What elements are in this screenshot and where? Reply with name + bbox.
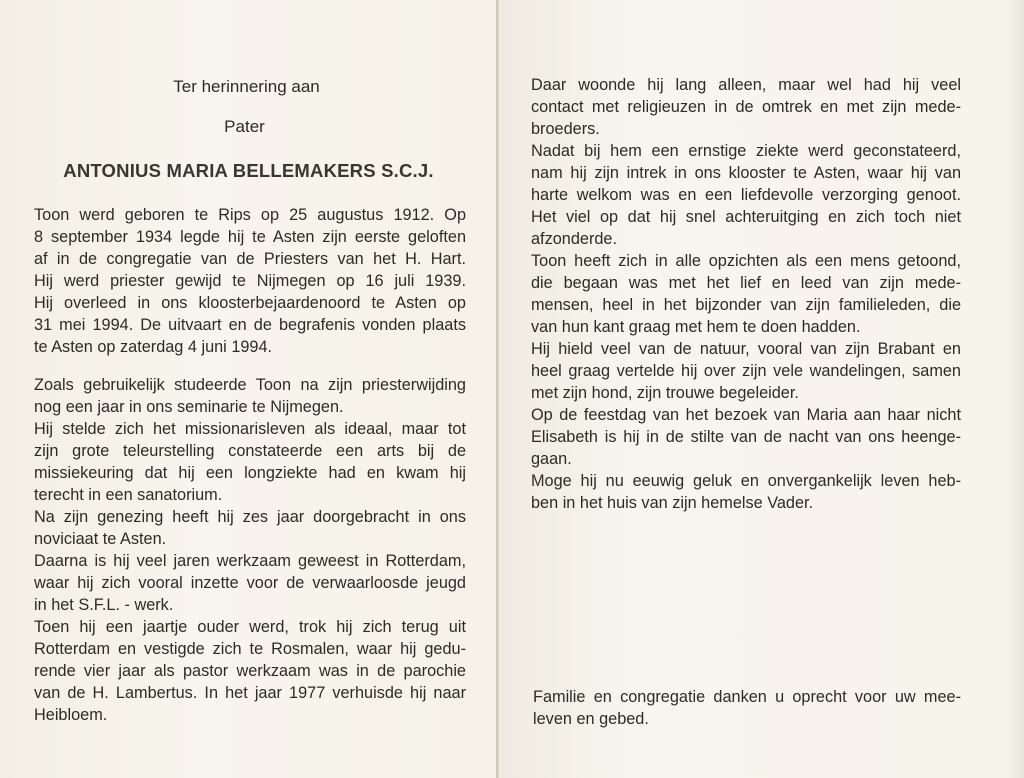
text-line: Daar woonde hij lang alleen, maar wel had hij veel [531, 76, 961, 94]
intro-title-pater: Pater [224, 117, 265, 136]
text-line: terecht in een sanatorium. [34, 486, 223, 504]
text-line: van hun kant graag met hem te doen hadden. [531, 318, 861, 336]
text-line: Nadat bij hem een ernstige ziekte werd geconstateerd, [531, 142, 961, 160]
text-line: van de H. Lambertus. In het jaar 1977 verhuisde hij naar [34, 684, 466, 702]
text-line: Heibloem. [34, 706, 108, 724]
text-line: 8 september 1934 legde hij te Asten zijn eerste geloften [34, 228, 466, 246]
text-line: die begaan was met het lief en leed van zijn mede- [531, 274, 961, 292]
text-line: missiekeuring dat hij een longziekte had en kwam hij [34, 464, 466, 482]
text-line: afzonderde. [531, 230, 617, 248]
text-line: noviciaat te Asten. [34, 530, 167, 548]
text-line: Moge hij nu eeuwig geluk en onvergankelijk leven heb- [531, 472, 961, 490]
text-line: nog een jaar in ons seminarie te Nijmegen. [34, 398, 344, 416]
text-line: Hij overleed in ons kloosterbejaardenoord te Asten op [34, 294, 466, 312]
text-line: Daarna is hij veel jaren werkzaam geweest in Rotterdam, [34, 552, 466, 570]
text-line: Hij stelde zich het missionarisleven als ideaal, maar tot [34, 420, 466, 438]
text-line: Toon heeft zich in alle opzichten als een mens getoond, [531, 252, 961, 270]
text-line: rende vier jaar als pastor werkzaam was in de parochie [34, 662, 466, 680]
text-line: Rotterdam en vestigde zich te Rosmalen, waar hij gedu- [34, 640, 466, 658]
text-line: heel graag vertelde hij over zijn vele wandelingen, samen [531, 362, 961, 380]
page-fold [496, 0, 499, 778]
text-line: Hij hield veel van de natuur, vooral van zijn Brabant en [531, 340, 961, 358]
text-line: nam hij zijn intrek in ons klooster te Asten, waar hij van [531, 164, 961, 182]
text-line: Het viel op dat hij snel achteruitging en zich toch niet [531, 208, 961, 226]
text-line: af in de congregatie van de Priesters van het H. Hart. [34, 250, 466, 268]
text-line: Hij werd priester gewijd te Nijmegen op 16 juli 1939. [34, 272, 466, 290]
text-line: mensen, heel in het bijzonder van zijn familieleden, die [531, 296, 961, 314]
intro-remembrance: Ter herinnering aan [173, 77, 320, 96]
text-line: Toon werd geboren te Rips op 25 augustus 1912. Op [34, 206, 466, 224]
text-line: met zijn hond, zijn trouwe begeleider. [531, 384, 799, 402]
paper-edge-shadow [1006, 0, 1024, 778]
closing-thanks [533, 686, 961, 730]
text-line: Familie en congregatie danken u oprecht voor uw mee- [533, 688, 961, 706]
text-line: zijn grote teleurstelling constateerde een arts bij de [34, 442, 466, 460]
text-line: leven en gebed. [533, 710, 649, 728]
text-line: Op de feestdag van het bezoek van Maria aan haar nicht [531, 406, 961, 424]
biography-paragraph-3 [531, 74, 961, 514]
text-line: Toen hij een jaartje ouder werd, trok hij zich terug uit [34, 618, 466, 636]
text-line: waar hij zich vooral inzette voor de verwaarloosde jeugd [34, 574, 466, 592]
deceased-name: ANTONIUS MARIA BELLEMAKERS S.C.J. [63, 160, 434, 181]
text-line: ben in het huis van zijn hemelse Vader. [531, 494, 814, 512]
biography-paragraph-2 [34, 374, 466, 726]
biography-paragraph-1 [34, 204, 466, 358]
text-line: 31 mei 1994. De uitvaart en de begrafenis vonden plaats [34, 316, 466, 334]
text-line: broeders. [531, 120, 600, 138]
text-line: gaan. [531, 450, 572, 468]
text-line: Elisabeth is hij in de stilte van de nacht van ons heenge- [531, 428, 961, 446]
text-line: in het S.F.L. - werk. [34, 596, 174, 614]
text-line: harte welkom was en een liefdevolle verzorging genoot. [531, 186, 961, 204]
text-line: Zoals gebruikelijk studeerde Toon na zijn priesterwijding [34, 376, 466, 394]
text-line: te Asten op zaterdag 4 juni 1994. [34, 338, 273, 356]
text-line: contact met religieuzen in de omtrek en met zijn mede- [531, 98, 961, 116]
text-line: Na zijn genezing heeft hij zes jaar doorgebracht in ons [34, 508, 466, 526]
